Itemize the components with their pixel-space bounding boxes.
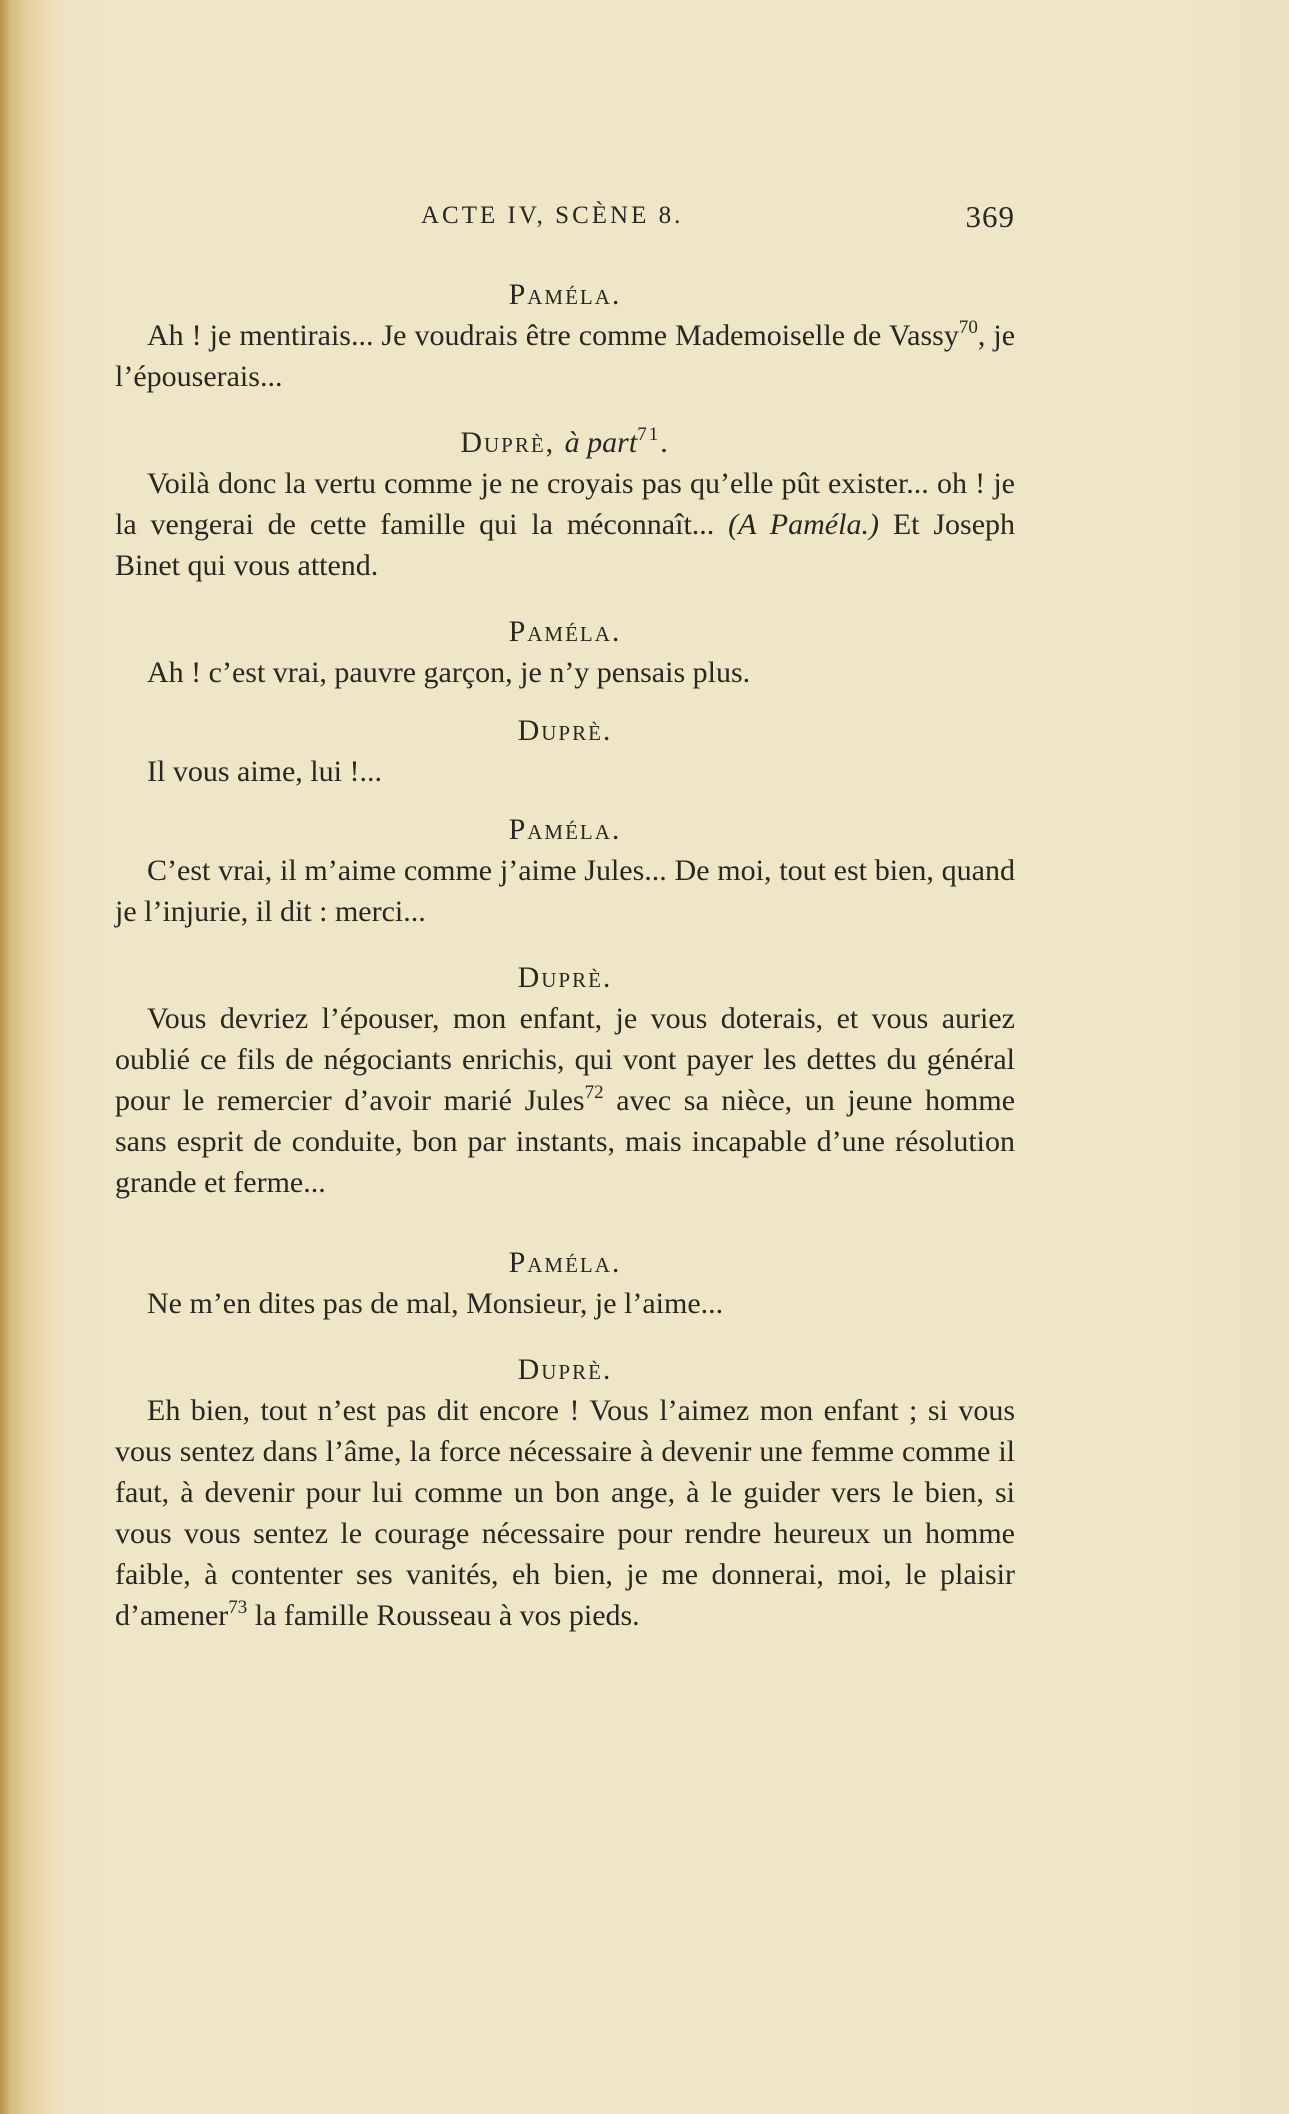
dialogue-line: Eh bien, tout n’est pas dit encore ! Vous l’aimez mon enfant ; si vous vous sentez dans l’âme, la force nécessaire à devenir une femme comme il faut, à devenir pour lui comme un bon ange, à le guider vers le bien, si vous vous sentez le courage nécessaire pour rendre heureux un homme faible, à contenter ses vanités, eh bien, je me donnerai, moi, le plaisir d’amener$^{73}$ la famille Rousseau à vos pieds. <box>115 1394 1015 1632</box>
dialogue-line: Ah ! je mentirais... Je voudrais être comme Mademoiselle de Vassy$^{70}$, je l’épouserais... <box>115 317 1016 393</box>
dialogue-line: C’est vrai, il m’aime comme j’aime Jules... De moi, tout est bien, quand je l’injurie, il dit : merci... <box>115 854 1015 928</box>
speaker-dupre: Duprè. <box>517 1353 613 1386</box>
page-number: 369 <box>965 199 1015 234</box>
dialogue-line: Il vous aime, lui !... <box>147 755 382 788</box>
dialogue-line: Ah ! c’est vrai, pauvre garçon, je n’y pensais plus. <box>147 656 751 689</box>
footnote-ref: 71 <box>637 424 661 445</box>
speaker-pamela: Paméla. <box>508 1246 622 1279</box>
page-header <box>115 199 1015 242</box>
dialogue-line: Voilà donc la vertu comme je ne croyais pas qu’elle pût exister... oh ! je la vengerai de cette famille qui la méconnaît... (A Paméla.) Et Joseph Binet qui vous attend. <box>115 467 1016 582</box>
speaker-dupre: Duprè. <box>517 961 613 994</box>
dialogue-line: Vous devriez l’épouser, mon enfant, je vous doterais, et vous auriez oublié ce fils de négociants enrichis, qui vont payer les dettes du général pour le remercier d’avoir marié Jules$^{72}$ avec sa nièce, un jeune homme sans esprit de conduite, bon par instants, mais incapable d’une résolution grande et ferme... <box>115 1002 1016 1199</box>
footnote-ref: 73 <box>228 1597 248 1618</box>
speaker-pamela: Paméla. <box>508 813 622 846</box>
running-head: ACTE IV, SCÈNE 8. <box>421 202 684 229</box>
stage-direction: (A Paméla.) <box>728 508 879 541</box>
speaker-pamela: Paméla. <box>508 615 622 648</box>
play-text <box>115 275 1015 1636</box>
speaker-pamela: Paméla. <box>508 278 622 311</box>
speaker-dupre: Duprè. <box>517 714 613 747</box>
dialogue-line: Ne m’en dites pas de mal, Monsieur, je l’aime... <box>147 1287 724 1320</box>
footnote-ref: 72 <box>584 1082 604 1103</box>
stage-direction: à part <box>564 426 638 459</box>
footnote-ref: 70 <box>958 317 978 338</box>
speaker-dupre: Duprè, à part$^{71}$. <box>460 424 670 459</box>
